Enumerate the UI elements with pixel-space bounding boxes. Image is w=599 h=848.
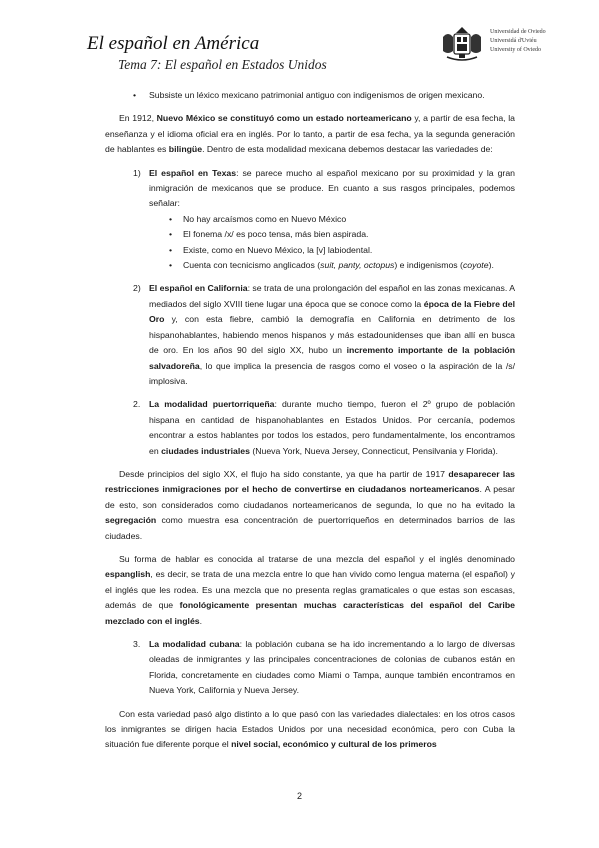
paragraph: Con esta variedad pasó algo distinto a lo que pasó con las variedades dialectales: en los otros casos los inmigrantes se dirigen hacia Estados Unidos por una necesidad económica, pero con Cuba la situación fue diferente porque el nivel social, económico y cultural de los primeros (105, 708, 515, 750)
paragraph: Su forma de hablar es conocida al tratarse de una mezcla del español y el inglés denominado espanglish, es decir, se trata de una mezcla entre lo que han vivido como lengua materna (el español) y el inglés que les rodea. Es una mezcla que no presenta reglas gramaticales o que estas son escasas, además de que fonológicamente presentan muchas características del español del Caribe mezclado con el inglés. (105, 553, 515, 626)
header-subtitle: Tema 7: El español en Estados Unidos (118, 57, 327, 72)
sub-bullet: • Cuenta con tecnicismo anglicados (suit, panty, octopus) e indigenismos (coyote). (105, 258, 515, 273)
university-crest-icon (437, 25, 487, 63)
sub-bullet: • No hay arcaísmos como en Nuevo México (105, 212, 515, 227)
paragraph: En 1912, Nuevo México se constituyó como un estado norteamericano y, a partir de esa fecha, la enseñanza y el idioma oficial era en inglés. Por lo tanto, a partir de esa fecha, ya la segunda generación de hablantes es bilingüe. Dentro de esta modalidad mexicana debemos destacar las variedades de: (105, 113, 515, 155)
paragraph: Desde principios del siglo XX, el flujo ha sido constante, ya que ha partir de 1917 desaparecer las restricciones inmigraciones por el hecho de convertirse en ciudadanos norteamericanos. A pesar de esto, son considerados como ciudadanos norteamericanos de segunda, lo que no ha evitado la segregación como muestra esa concentración de puertorriqueños en determinados barrios de las ciudades. (105, 468, 515, 541)
numbered-item-cubana: 3. La modalidad cubana: la población cubana se ha ido incrementando a lo largo de diversas oleadas de inmigrantes y las principales concentraciones de colonias de cubanos están en Florida, concretamente en ciudades como Miami o Tampa, aunque también encontramos en Nueva York, California y Nueva Jersey. (133, 639, 515, 696)
sub-bullet: • El fonema /x/ es poco tensa, más bien aspirada. (105, 227, 515, 242)
page-number: 2 (296, 791, 302, 801)
numbered-item-california: 2) El español en California: se trata de una prolongación del español en las zonas mexicanas. A mediados del siglo XVIII tiene lugar una época que se conoce como la época de la Fiebre del Oro y, con esta fiebre, cambió la demografía en California en detrimento de los hispanohablantes, habiendo menos hispanos y más estadounidenses que iban allí en busca de oro. En los años 90 del siglo XX, hubo un incremento importante de la población salvadoreña, lo que implica la presencia de rasgos como el voseo o la aspiración de la /s/ implosiva. (133, 283, 516, 386)
header-title: El español en América (87, 33, 260, 54)
university-name: Universidad de Oviedo Universidá d'Uviéu University of Oviedo (490, 29, 546, 53)
document-body (105, 88, 515, 753)
numbered-item-texas: 1) El español en Texas: se parece mucho al español mexicano por su proximidad y la gran inmigración de mexicanos que se produce. En cuanto a sus rasgos principales, podemos señalar: (133, 167, 515, 209)
bullet-item: • Subsiste un léxico mexicano patrimonial antiguo con indigenismos de origen mexicano. (105, 88, 515, 103)
sub-bullet: • Existe, como en Nuevo México, la [v] labiodental. (105, 243, 515, 258)
numbered-item-puertorriquena: 2. La modalidad puertorriqueña: durante mucho tiempo, fueron el 2º grupo de población hispana en cantidad de hispanohablantes en Estados Unidos. Por cercanía, podemos encontrar a estos hablantes por todos los estados, pero fundamentalmente, los encontramos en ciudades industriales (Nueva York, Nueva Jersey, Connecticut, Pensilvania y Florida). (133, 399, 515, 456)
